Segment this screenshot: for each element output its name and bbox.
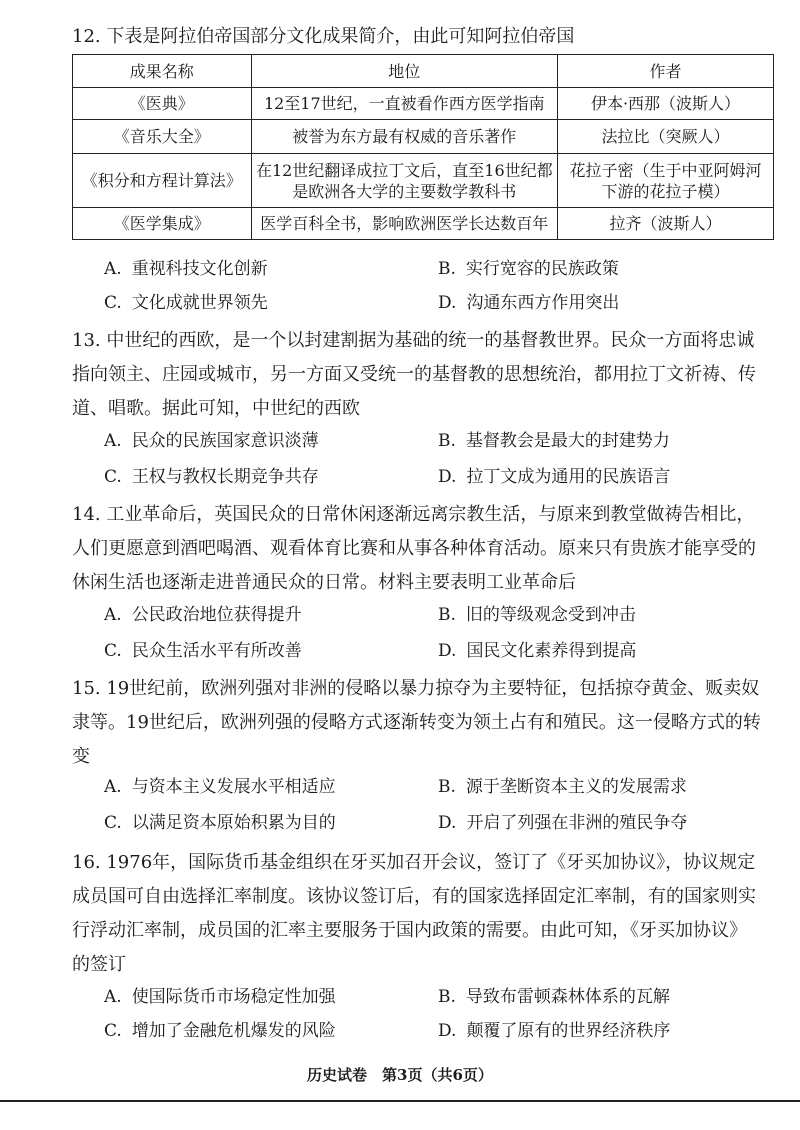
question-16-stem: 16. 1976年，国际货币基金组织在牙买加召开会议，签订了《牙买加协议》，协议规定成员国可自由选择汇率制度。该协议签订后，有的国家选择固定汇率制，有的国家则实行浮动汇率制，成员国的汇率主要服务于国内政策的需要。由此可知，《牙买加协议》的签订: [72, 852, 756, 975]
table-cell: 12至17世纪，一直被看作西方医学指南: [251, 88, 557, 120]
option-c[interactable]: C. 以满足资本原始积累为目的: [104, 813, 336, 833]
option-a[interactable]: A. 民众的民族国家意识淡薄: [104, 431, 319, 451]
question-13-stem: 13. 中世纪的西欧，是一个以封建割据为基础的统一的基督教世界。民众一方面将忠诚指向领主、庄园或城市，另一方面又受统一的基督教的思想统治，都用拉丁文祈祷、传道、唱歌。据此可知，中世纪的西欧: [72, 330, 756, 419]
table-cell: 医学百科全书，影响欧洲医学长达数百年: [251, 208, 557, 240]
table-row: [73, 88, 774, 120]
option-d[interactable]: D. 国民文化素养得到提高: [438, 641, 637, 661]
page-footer: 历史试卷 第3页（共6页）: [307, 1066, 493, 1084]
question-14-stem: 14. 工业革命后，英国民众的日常休闲逐渐远离宗教生活，与原来到教堂做祷告相比，人们更愿意到酒吧喝酒、观看体育比赛和从事各种体育活动。原来只有贵族才能享受的休闲生活也逐渐走进普通民众的日常。材料主要表明工业革命后: [72, 504, 756, 593]
table-cell: 《积分和方程计算法》: [73, 154, 252, 208]
table-cell: 拉齐（波斯人）: [558, 208, 774, 240]
bottom-rule: [0, 1100, 800, 1102]
table-cell: 《医典》: [73, 88, 252, 120]
option-a[interactable]: A. 重视科技文化创新: [104, 259, 268, 279]
option-a[interactable]: A. 与资本主义发展水平相适应: [104, 777, 336, 797]
table-header: 作者: [558, 55, 774, 88]
table-row: [73, 120, 774, 154]
table-cell: 伊本·西那（波斯人）: [558, 88, 774, 120]
table-header-row: [73, 55, 774, 88]
option-c[interactable]: C. 王权与教权长期竞争共存: [104, 467, 319, 487]
table-cell: 法拉比（突厥人）: [558, 120, 774, 154]
question-15-stem: 15. 19世纪前，欧洲列强对非洲的侵略以暴力掠夺为主要特征，包括掠夺黄金、贩卖奴隶等。19世纪后，欧洲列强的侵略方式逐渐转变为领土占有和殖民。这一侵略方式的转变: [72, 678, 761, 767]
table-cell: 花拉子密（生于中亚阿姆河下游的花拉子模）: [558, 154, 774, 208]
option-a[interactable]: A. 公民政治地位获得提升: [104, 605, 302, 625]
table-cell: 被誉为东方最有权威的音乐著作: [251, 120, 557, 154]
option-a[interactable]: A. 使国际货币市场稳定性加强: [104, 987, 336, 1007]
option-d[interactable]: D. 颠覆了原有的世界经济秩序: [438, 1021, 671, 1041]
table-cell: 《音乐大全》: [73, 120, 252, 154]
option-b[interactable]: B. 导致布雷顿森林体系的瓦解: [438, 987, 670, 1007]
option-d[interactable]: D. 开启了列强在非洲的殖民争夺: [438, 813, 688, 833]
option-d[interactable]: D. 拉丁文成为通用的民族语言: [438, 467, 671, 487]
table-header: 成果名称: [73, 55, 252, 88]
option-b[interactable]: B. 源于垄断资本主义的发展需求: [438, 777, 687, 797]
option-b[interactable]: B. 基督教会是最大的封建势力: [438, 431, 670, 451]
option-b[interactable]: B. 旧的等级观念受到冲击: [438, 605, 636, 625]
option-d[interactable]: D. 沟通东西方作用突出: [438, 293, 620, 313]
option-b[interactable]: B. 实行宽容的民族政策: [438, 259, 619, 279]
table-cell: 在12世纪翻译成拉丁文后，直至16世纪都是欧洲各大学的主要数学教科书: [251, 154, 557, 208]
option-c[interactable]: C. 增加了金融危机爆发的风险: [104, 1021, 336, 1041]
option-c[interactable]: C. 民众生活水平有所改善: [104, 641, 302, 661]
table-cell: 《医学集成》: [73, 208, 252, 240]
table-row: [73, 154, 774, 208]
option-c[interactable]: C. 文化成就世界领先: [104, 293, 268, 313]
culture-achievements-table: [72, 54, 774, 240]
table-row: [73, 208, 774, 240]
table-header: 地位: [251, 55, 557, 88]
question-12-stem: 12. 下表是阿拉伯帝国部分文化成果简介，由此可知阿拉伯帝国: [72, 26, 575, 47]
